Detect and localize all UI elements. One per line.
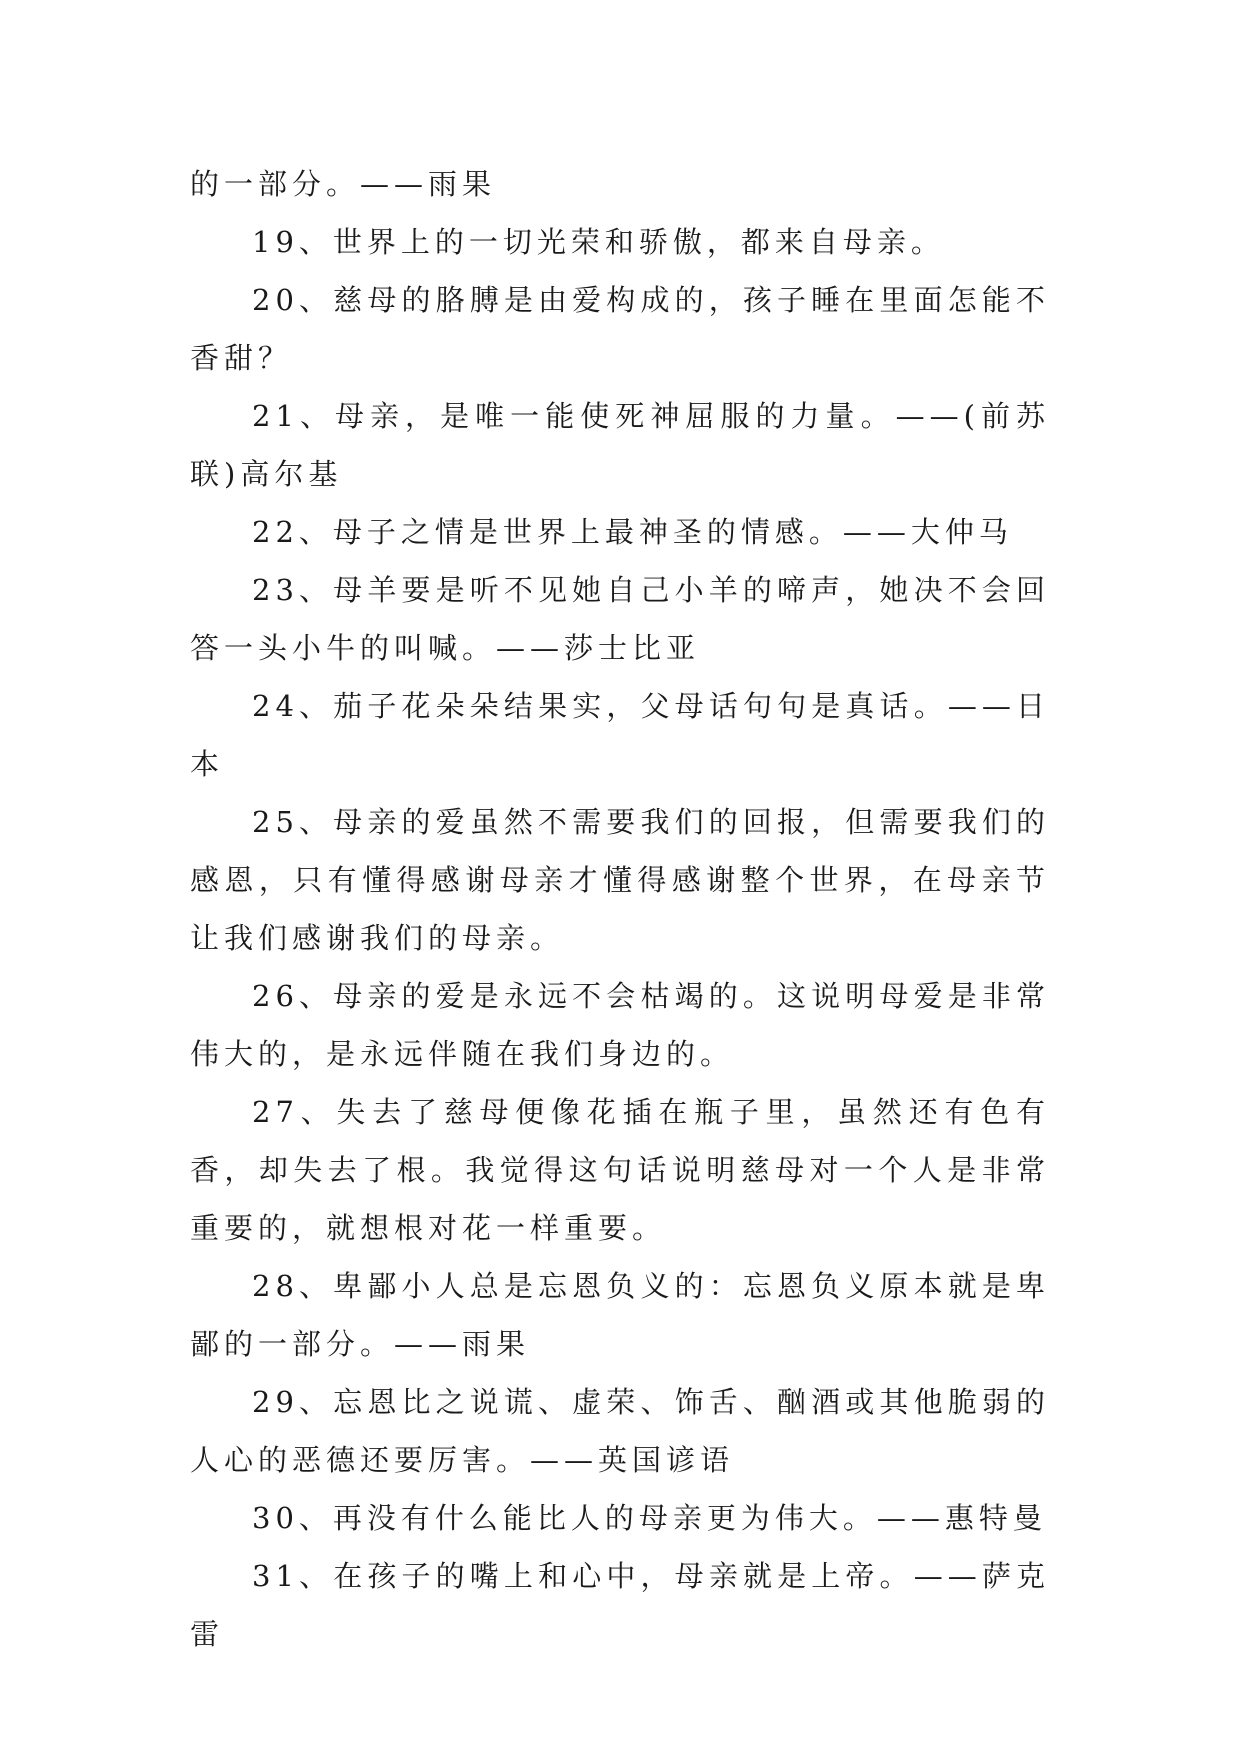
quote-19: 19、世界上的一切光荣和骄傲，都来自母亲。 xyxy=(252,225,945,259)
quote-27: 27、失去了慈母便像花插在瓶子里，虽然还有色有香，却失去了根。我觉得这句话说明慈母对一个人是非常重要的，就想根对花一样重要。 xyxy=(190,1095,1050,1245)
document-page xyxy=(190,155,1050,1663)
quote-29: 29、忘恩比之说谎、虚荣、饰舌、酗酒或其他脆弱的人心的恶德还要厉害。——英国谚语 xyxy=(190,1385,1050,1477)
quote-21: 21、母亲，是唯一能使死神屈服的力量。——(前苏联)高尔基 xyxy=(190,399,1050,491)
quote-26: 26、母亲的爱是永远不会枯竭的。这说明母爱是非常伟大的，是永远伴随在我们身边的。 xyxy=(190,979,1050,1071)
quote-25: 25、母亲的爱虽然不需要我们的回报，但需要我们的感恩，只有懂得感谢母亲才懂得感谢整个世界，在母亲节让我们感谢我们的母亲。 xyxy=(190,805,1050,955)
quote-23: 23、母羊要是听不见她自己小羊的啼声，她决不会回答一头小牛的叫喊。——莎士比亚 xyxy=(190,573,1050,665)
quote-24: 24、茄子花朵朵结果实，父母话句句是真话。——日本 xyxy=(190,689,1050,781)
quote-22: 22、母子之情是世界上最神圣的情感。——大仲马 xyxy=(252,515,1013,549)
quote-20: 20、慈母的胳膊是由爱构成的，孩子睡在里面怎能不香甜？ xyxy=(190,283,1050,375)
quote-30: 30、再没有什么能比人的母亲更为伟大。——惠特曼 xyxy=(252,1501,1047,1535)
quote-31: 31、在孩子的嘴上和心中，母亲就是上帝。——萨克雷 xyxy=(190,1559,1050,1651)
paragraph-continuation: 的一部分。——雨果 xyxy=(190,167,497,201)
quote-28: 28、卑鄙小人总是忘恩负义的：忘恩负义原本就是卑鄙的一部分。——雨果 xyxy=(190,1269,1050,1361)
